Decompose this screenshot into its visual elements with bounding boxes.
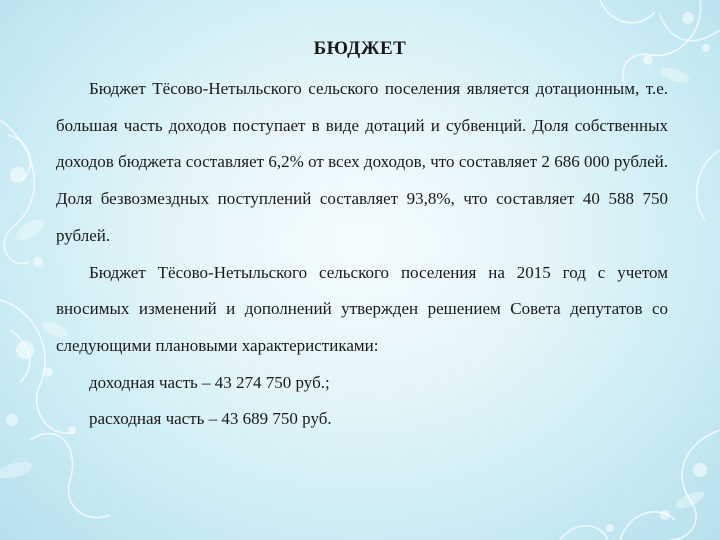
revenue-item: доходная часть – 43 274 750 руб.; — [89, 372, 330, 392]
slide-title: БЮДЖЕТ — [313, 38, 407, 59]
budget-paragraph-1: Бюджет Тёсово-Нетыльского сельского поселения является дотационным, т.е. большая часть доходов поступает в виде дотаций и субвенций. Доля собственных доходов бюджета составляет 6,2% от всех доходов, что составляет 2 686 000 рублей. Доля безвозмездных поступлений составляет 93,8%, что составляет 40 588 750 рублей. — [56, 79, 668, 245]
expense-item: расходная часть – 43 689 750 руб. — [89, 409, 332, 429]
slide-body — [56, 71, 668, 438]
budget-paragraph-2: Бюджет Тёсово-Нетыльского сельского поселения на 2015 год с учетом вносимых изменений и дополнений утвержден решением Совета депутатов со следующими плановыми характеристиками: — [56, 262, 668, 355]
